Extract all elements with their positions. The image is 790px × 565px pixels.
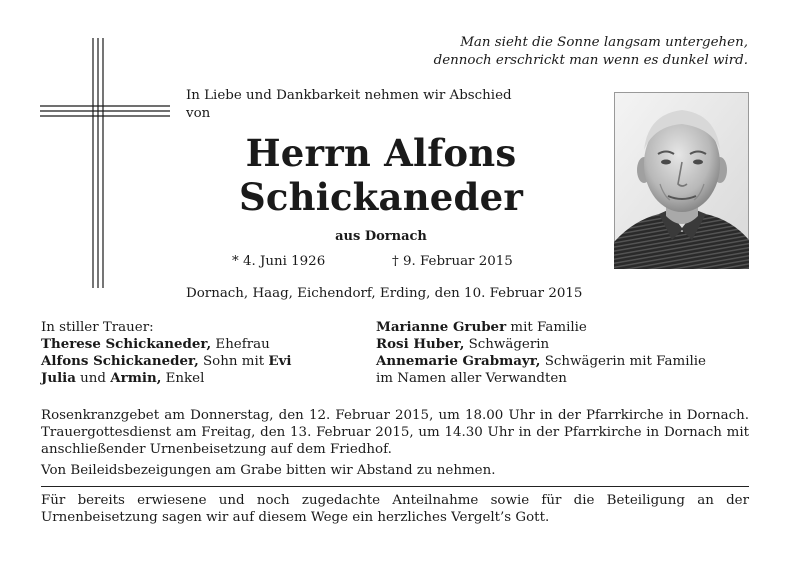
epitaph-quote [360, 34, 748, 70]
name-line-2: Schickaneder [238, 175, 524, 219]
deceased-name [186, 131, 576, 219]
birth-date: * 4. Juni 1926 [232, 254, 326, 269]
quote-line-1: Man sieht die Sonne langsam untergehen, [460, 35, 748, 50]
mourner-name: Therese Schickaneder, [41, 336, 212, 352]
name-line-1: Herrn Alfons [245, 131, 517, 175]
mourner-relation: Enkel [161, 371, 205, 386]
mourners-heading: In stiller Trauer: [41, 320, 154, 335]
mourners-left [41, 319, 291, 387]
origin: aus Dornach [335, 229, 427, 244]
mourner-connector: und [75, 371, 111, 386]
mourner-relation: Schwägerin [464, 337, 550, 352]
mourner-relation: Schwägerin mit Familie [540, 354, 706, 369]
intro-text [186, 87, 606, 123]
mourner-name: Rosi Huber, [376, 336, 465, 352]
intro-line-2: von [186, 106, 211, 121]
portrait-photo [614, 92, 749, 269]
mourner-name: Julia [41, 370, 76, 386]
mourner-row [41, 336, 291, 353]
service-info: Rosenkranzgebet am Donnerstag, den 12. Februar 2015, um 18.00 Uhr in der Pfarrkirche in Dornach. Trauergottesdienst am Freitag, den 13. Februar 2015, um 14.30 Uhr in der Pfarrkirche in Dornach mit anschließender Urnenbeisetzung auf dem Friedhof. [41, 408, 749, 457]
mourner-relation: Sohn mit [198, 354, 269, 369]
mourner-row [41, 370, 291, 387]
quote-line-2: dennoch erschrickt man wenn es dunkel wird. [433, 53, 748, 68]
cross-icon [40, 38, 170, 288]
mourner-row [376, 319, 706, 336]
intro-line-1: In Liebe und Dankbarkeit nehmen wir Abschied [186, 88, 512, 103]
mourner-row [376, 336, 706, 353]
mourner-name: Annemarie Grabmayr, [376, 353, 541, 369]
mourner-name: Alfons Schickaneder, [41, 353, 199, 369]
mourner-row [41, 353, 291, 370]
mourner-name: Armin, [110, 370, 162, 386]
mourner-name: Evi [268, 353, 292, 369]
death-date: † 9. Februar 2015 [392, 254, 513, 269]
mourner-name: Marianne Gruber [376, 319, 507, 335]
mourners-right [376, 319, 706, 387]
thanks-text: Für bereits erwiesene und noch zugedachte Anteilnahme sowie für die Beteiligung an der Urnenbeisetzung sagen wir auf diesem Wege ein herzliches Vergelt’s Gott. [41, 493, 749, 525]
place-date: Dornach, Haag, Eichendorf, Erding, den 10. Februar 2015 [186, 286, 583, 301]
divider [41, 486, 749, 487]
mourner-row [376, 353, 706, 370]
mourner-relation: mit Familie [506, 320, 587, 335]
mourner-row: im Namen aller Verwandten [376, 371, 567, 386]
condolence-request: Von Beileidsbezeigungen am Grabe bitten wir Abstand zu nehmen. [41, 463, 496, 478]
mourner-relation: Ehefrau [211, 337, 270, 352]
